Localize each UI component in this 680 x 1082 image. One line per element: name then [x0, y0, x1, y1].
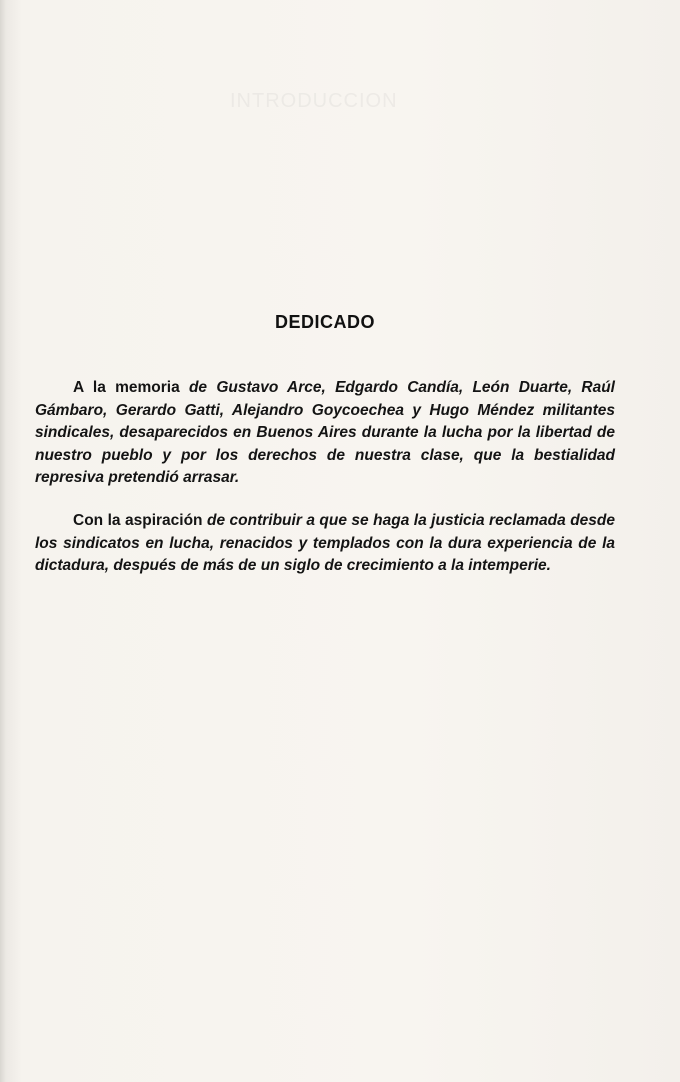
- page-title: DEDICADO: [274, 312, 375, 332]
- bleed-through-heading: INTRODUCCION: [230, 90, 398, 112]
- dedication-paragraph-1: [35, 377, 615, 490]
- paragraph-2-text: de contribuir a que se haga la justicia reclamada desde los sindicatos en lucha, renacidos y templados con la dura experiencia de la dictadura, después de más de un siglo de crecimiento a la intemperie.: [35, 512, 615, 574]
- paragraph-2-lead: Con la aspiración: [73, 512, 203, 529]
- dedication-paragraph-2: [35, 510, 615, 578]
- paragraph-1-text: de Gustavo Arce, Edgardo Candía, León Duarte, Raúl Gámbaro, Gerardo Gatti, Alejandro Goycoechea y Hugo Méndez militantes sindicales, desaparecidos en Buenos Aires durante la lucha por la libertad de nuestro pueblo y por los derechos de nuestra clase, que la bestialidad represiva pretendió arrasar.: [35, 379, 615, 486]
- paragraph-1-lead: A la memoria: [73, 379, 180, 396]
